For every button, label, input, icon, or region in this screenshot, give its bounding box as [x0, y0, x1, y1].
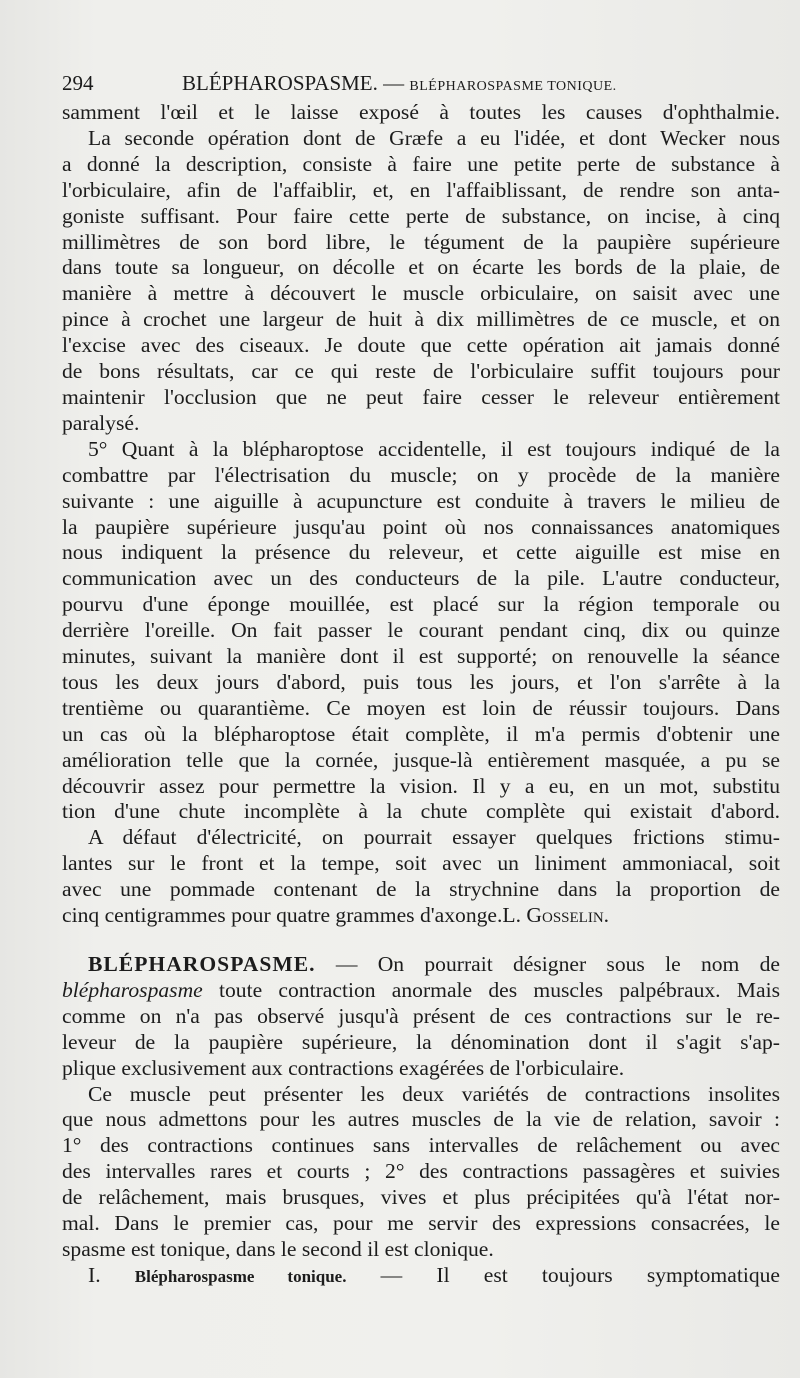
- section-heading: BLÉPHAROSPASME.: [88, 952, 316, 976]
- text-fragment: — Il est toujours symptomatique: [346, 1262, 780, 1287]
- text-line: communication avec un des conducteurs de la pile. L'autre conducteur,: [62, 566, 780, 591]
- text-line: lantes sur le front et la tempe, soit avec un liniment ammoniacal, soit: [62, 851, 780, 876]
- text-fragment: — On pourrait désigner sous le nom de: [315, 952, 780, 976]
- text-line: La seconde opération dont de Græfe a eu l'idée, et dont Wecker nous: [88, 125, 780, 150]
- text-line: maintenir l'occlusion que ne peut faire cesser le releveur entièrement: [62, 384, 780, 409]
- text-line: comme on n'a pas observé jusqu'à présent de ces contractions sur le re-: [62, 1003, 780, 1028]
- text-line: millimètres de son bord libre, le tégument de la paupière supérieure: [62, 229, 780, 254]
- body-text: [62, 100, 780, 1290]
- text-line: pourvu d'une éponge mouillée, est placé sur la région temporale ou: [62, 592, 780, 617]
- term: blépharospasme: [62, 977, 203, 1002]
- author-signature: L. Gosselin.: [502, 903, 610, 928]
- text-line: amélioration telle que la cornée, jusque-là entièrement masquée, a pu se: [62, 747, 780, 772]
- text-line: que nous admettons pour les autres muscles de la vie de relation, savoir :: [62, 1107, 780, 1132]
- text-line: un cas où la blépharoptose était complète, il m'a permis d'obtenir une: [62, 721, 780, 746]
- text-line: la paupière supérieure jusqu'au point où nos connaissances anatomiques: [62, 514, 780, 539]
- text-line: 5° Quant à la blépharoptose accidentelle, il est toujours indiqué de la: [88, 436, 780, 461]
- text-line: 1° des contractions continues sans intervalles de relâchement ou avec: [62, 1133, 780, 1158]
- section-gap: [62, 929, 780, 952]
- text-line: tous les deux jours d'abord, puis tous les jours, et l'on s'arrête à la: [62, 669, 780, 694]
- subsection-heading: Blépharospasme tonique.: [134, 1266, 347, 1286]
- subsection-heading-line: [62, 1263, 780, 1290]
- text-line: avec une pommade contenant de la strychnine dans la proportion de: [62, 877, 780, 902]
- text-line: dans toute sa longueur, on décolle et on écarte les bords de la plaie, de: [62, 255, 780, 280]
- text-line: combattre par l'électrisation du muscle; on y procède de la manière: [62, 462, 780, 487]
- subsection-number: I.: [88, 1262, 101, 1287]
- text-fragment: cinq centigrammes pour quatre grammes d'axonge.: [62, 903, 503, 928]
- text-line: découvrir assez pour permettre la vision. Il y a eu, en un mot, substitu: [62, 773, 780, 798]
- text-line: leveur de la paupière supérieure, la dénomination dont il s'agit s'ap-: [62, 1029, 780, 1054]
- text-line: goniste suffisant. Pour faire cette perte de substance, on incise, à cinq: [62, 203, 780, 228]
- text-line: nous indiquent la présence du releveur, et cette aiguille est mise en: [62, 540, 780, 565]
- text-line: Ce muscle peut présenter les deux variétés de contractions insolites: [88, 1081, 780, 1106]
- text-line: l'excise avec des ciseaux. Je doute que cette opération ait jamais donné: [62, 333, 780, 358]
- text-line: l'orbiculaire, afin de l'affaiblir, et, en l'affaiblissant, de rendre son anta-: [62, 177, 780, 202]
- text-line: a donné la description, consiste à faire une petite perte de substance à: [62, 151, 780, 176]
- text-line: de relâchement, mais brusques, vives et plus précipitées qu'à l'état nor-: [62, 1185, 780, 1210]
- text-line: manière à mettre à découvert le muscle orbiculaire, on saisit avec une: [62, 281, 780, 306]
- text-line: [62, 903, 780, 929]
- text-line: pince à crochet une largeur de huit à dix millimètres de ce muscle, et on: [62, 307, 780, 332]
- text-fragment: toute contraction anormale des muscles palpébraux. Mais: [202, 977, 780, 1002]
- text-line: suivante : une aiguille à acupuncture est conduite à travers le milieu de: [62, 488, 780, 513]
- text-line: paralysé.: [62, 410, 140, 435]
- section-heading-line: [62, 952, 780, 978]
- page-number: 294: [62, 71, 94, 95]
- text-line: samment l'œil et le laisse exposé à toutes les causes d'ophthalmie.: [62, 100, 780, 124]
- text-line: trentième ou quarantième. Ce moyen est loin de réussir toujours. Dans: [62, 695, 780, 720]
- text-line: [62, 978, 780, 1004]
- text-line: mal. Dans le premier cas, pour me servir des expressions consacrées, le: [62, 1211, 780, 1236]
- header-title: BLÉPHAROSPASME.: [182, 71, 378, 95]
- text-line: tion d'une chute incomplète à la chute complète qui existait d'abord.: [62, 799, 780, 824]
- text-line: des intervalles rares et courts ; 2° des contractions passagères et suivies: [62, 1159, 780, 1184]
- text-line: derrière l'oreille. On fait passer le courant pendant cinq, dix ou quinze: [62, 618, 780, 643]
- text-line: de bons résultats, car ce qui reste de l'orbiculaire suffit toujours pour: [62, 359, 780, 384]
- text-line: spasme est tonique, dans le second il est clonique.: [62, 1236, 494, 1261]
- text-line: A défaut d'électricité, on pourrait essayer quelques frictions stimu-: [88, 825, 780, 850]
- running-header: [62, 70, 762, 100]
- header-dash: —: [383, 71, 405, 95]
- text-line: minutes, suivant la manière dont il est supporté; on renouvelle la séance: [62, 644, 780, 669]
- text-line: plique exclusivement aux contractions exagérées de l'orbiculaire.: [62, 1055, 625, 1080]
- header-subtitle: BLÉPHAROSPASME TONIQUE.: [409, 79, 617, 94]
